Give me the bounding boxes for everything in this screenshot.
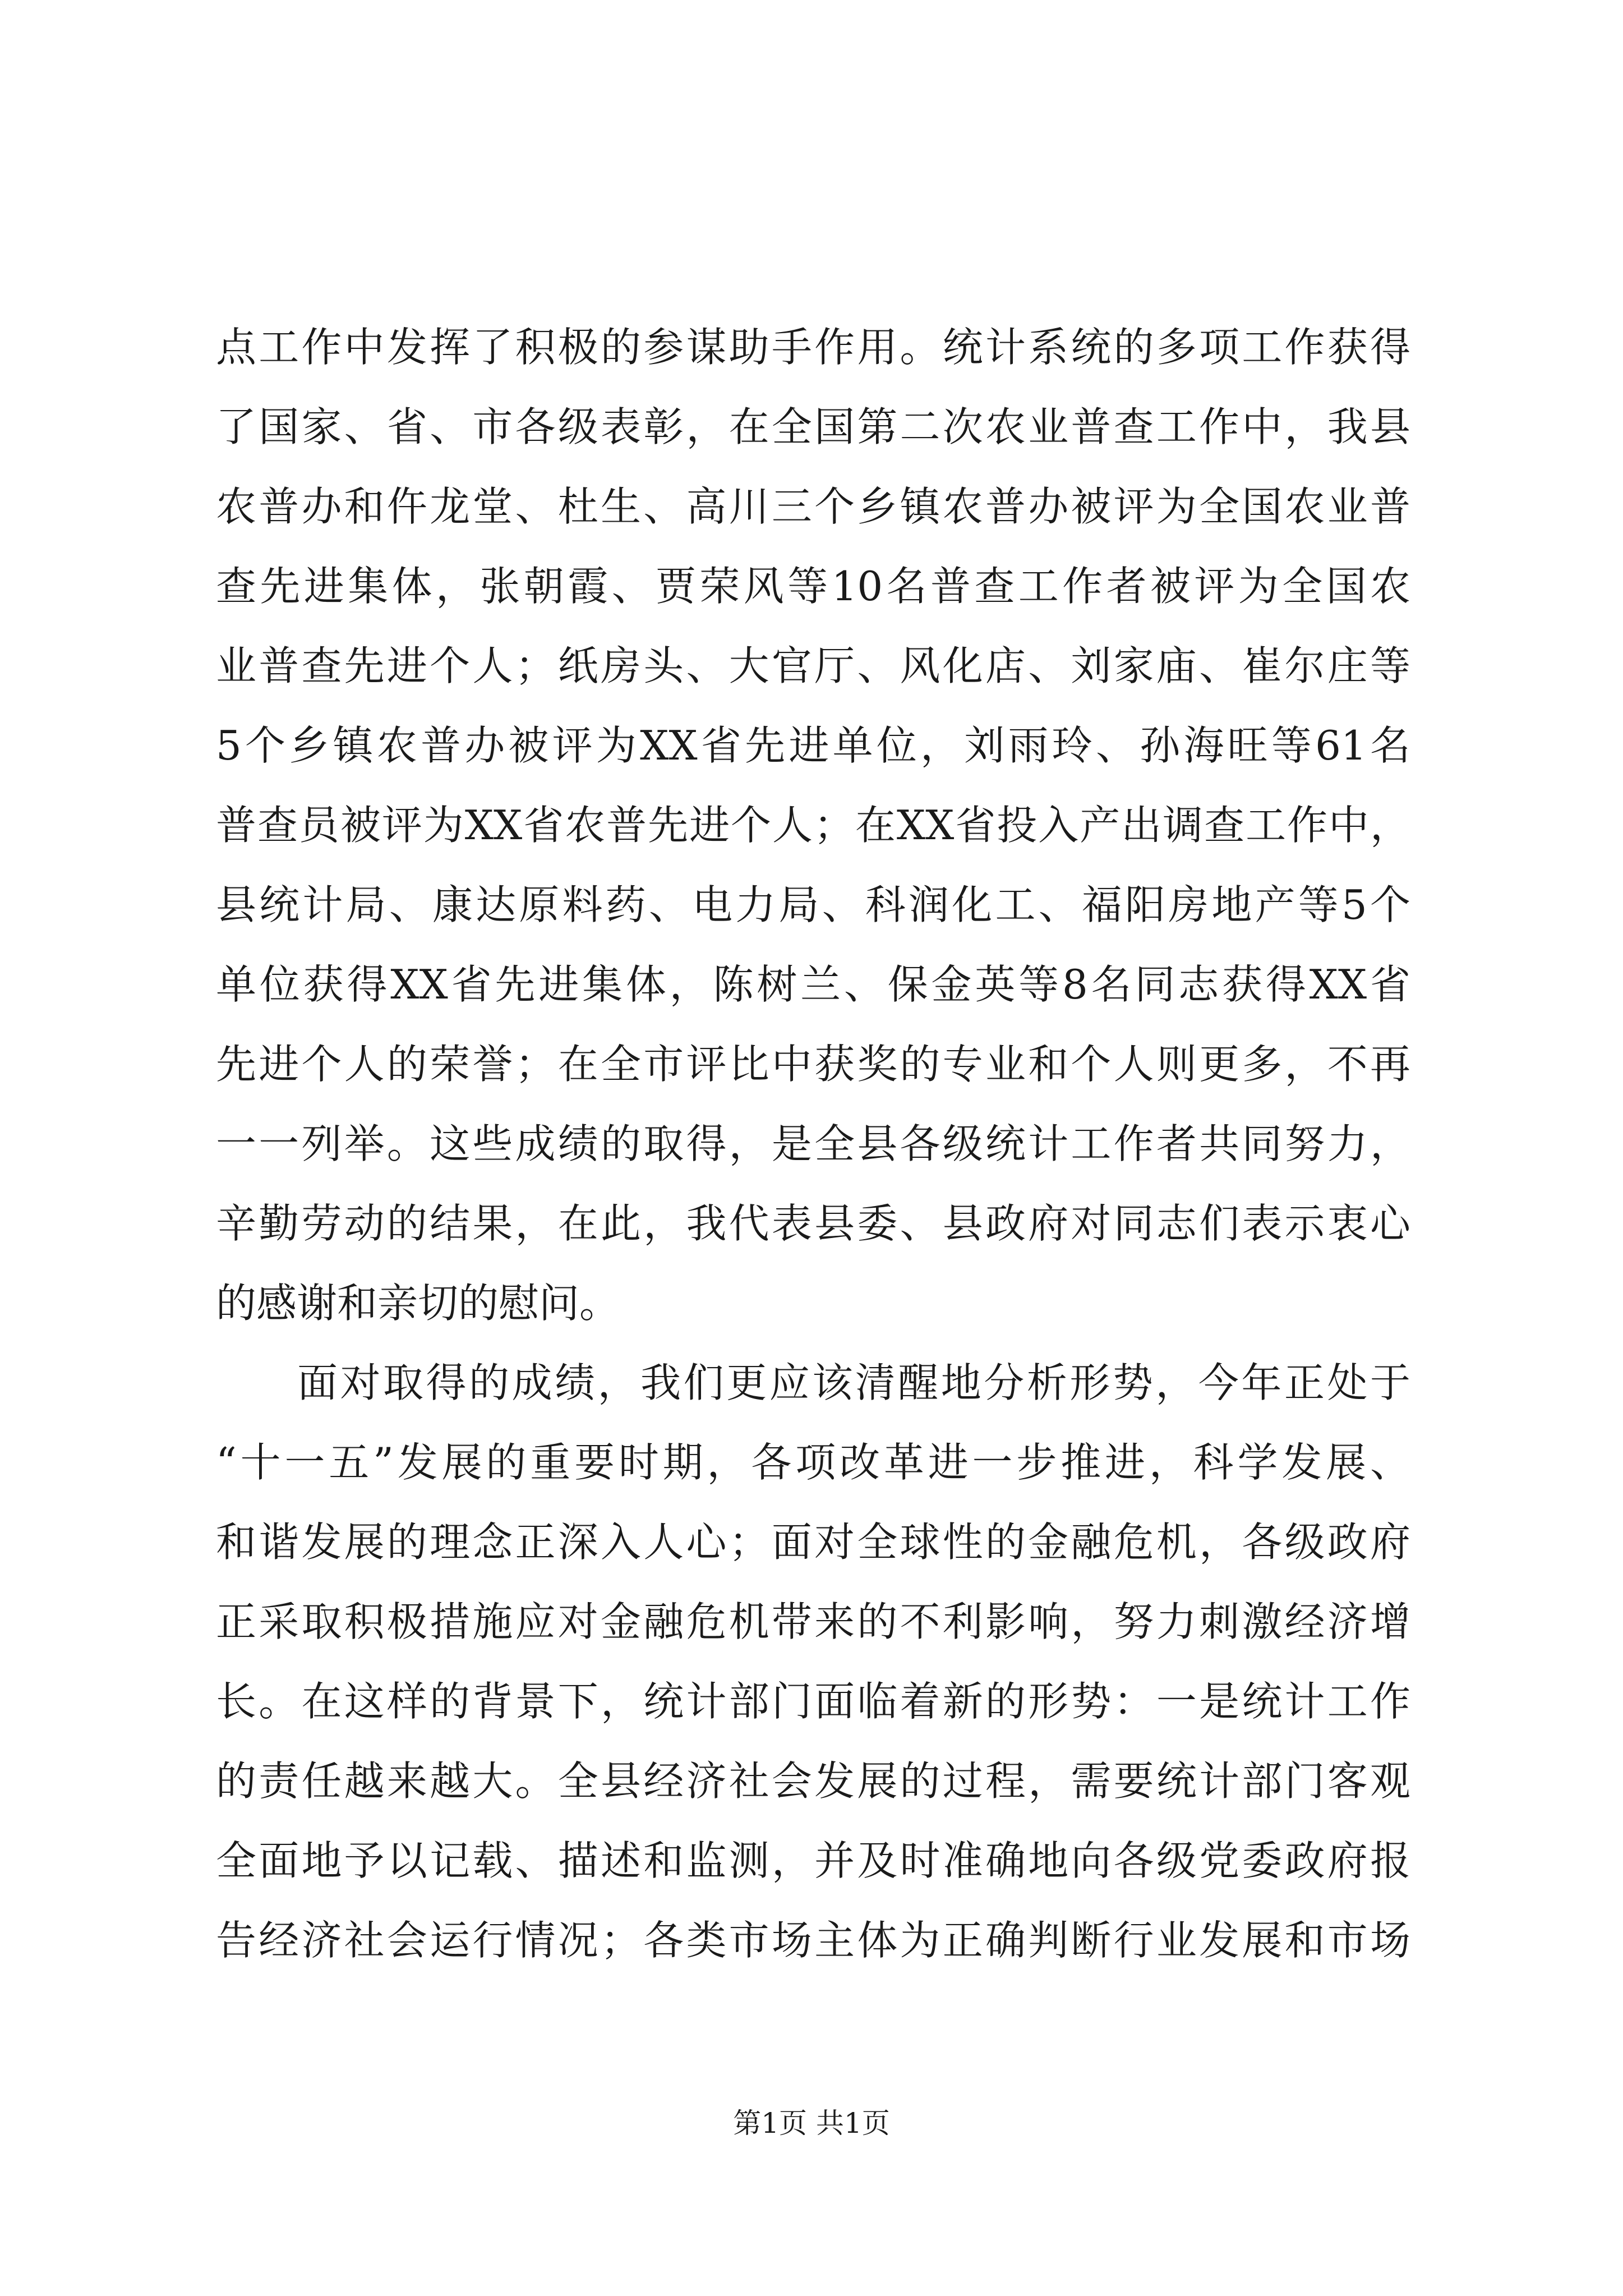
text-line: 点工作中发挥了积极的参谋助手作用。统计系统的多项工作获得 (216, 324, 1410, 371)
document-body (216, 307, 1410, 1980)
text-line: 业普查先进个人；纸房头、大官厅、风化店、刘家庙、崔尔庄等 (216, 642, 1410, 689)
text-line: 查先进集体，张朝霞、贾荣风等10名普查工作者被评为全国农 (216, 563, 1410, 610)
text-line: 农普办和仵龙堂、杜生、高川三个乡镇农普办被评为全国农业普 (216, 483, 1410, 530)
text-line: 的责任越来越大。全县经济社会发展的过程，需要统计部门客观 (216, 1757, 1410, 1805)
text-line: 普查员被评为XX省农普先进个人；在XX省投入产出调查工作中， (216, 802, 1410, 849)
text-line: 了国家、省、市各级表彰，在全国第二次农业普查工作中，我县 (216, 403, 1410, 450)
page-footer: 第1页 共1页 (733, 2107, 890, 2139)
text-line: 全面地予以记载、描述和监测，并及时准确地向各级党委政府报 (216, 1837, 1410, 1884)
text-line: 告经济社会运行情况；各类市场主体为正确判断行业发展和市场 (216, 1917, 1410, 1964)
text-line: 一一列举。这些成绩的取得，是全县各级统计工作者共同努力， (216, 1120, 1410, 1167)
text-line: 和谐发展的理念正深入人心；面对全球性的金融危机，各级政府 (216, 1519, 1410, 1566)
text-line: “十一五”发展的重要时期，各项改革进一步推进，科学发展、 (216, 1439, 1410, 1486)
text-line: 长。在这样的背景下，统计部门面临着新的形势：一是统计工作 (216, 1678, 1410, 1725)
text-line: 5个乡镇农普办被评为XX省先进单位，刘雨玲、孙海旺等61名 (216, 722, 1410, 769)
text-line: 的感谢和亲切的慰问。 (216, 1280, 620, 1327)
text-line: 辛勤劳动的结果，在此，我代表县委、县政府对同志们表示衷心 (216, 1200, 1410, 1247)
text-line: 先进个人的荣誉；在全市评比中获奖的专业和个人则更多，不再 (216, 1041, 1410, 1088)
text-line-indented: 面对取得的成绩，我们更应该清醒地分析形势，今年正处于 (297, 1359, 1410, 1406)
text-line: 单位获得XX省先进集体，陈树兰、保金英等8名同志获得XX省 (216, 961, 1410, 1008)
text-line: 县统计局、康达原料药、电力局、科润化工、福阳房地产等5个 (216, 881, 1410, 928)
text-line: 正采取积极措施应对金融危机带来的不利影响，努力刺激经济增 (216, 1598, 1410, 1645)
